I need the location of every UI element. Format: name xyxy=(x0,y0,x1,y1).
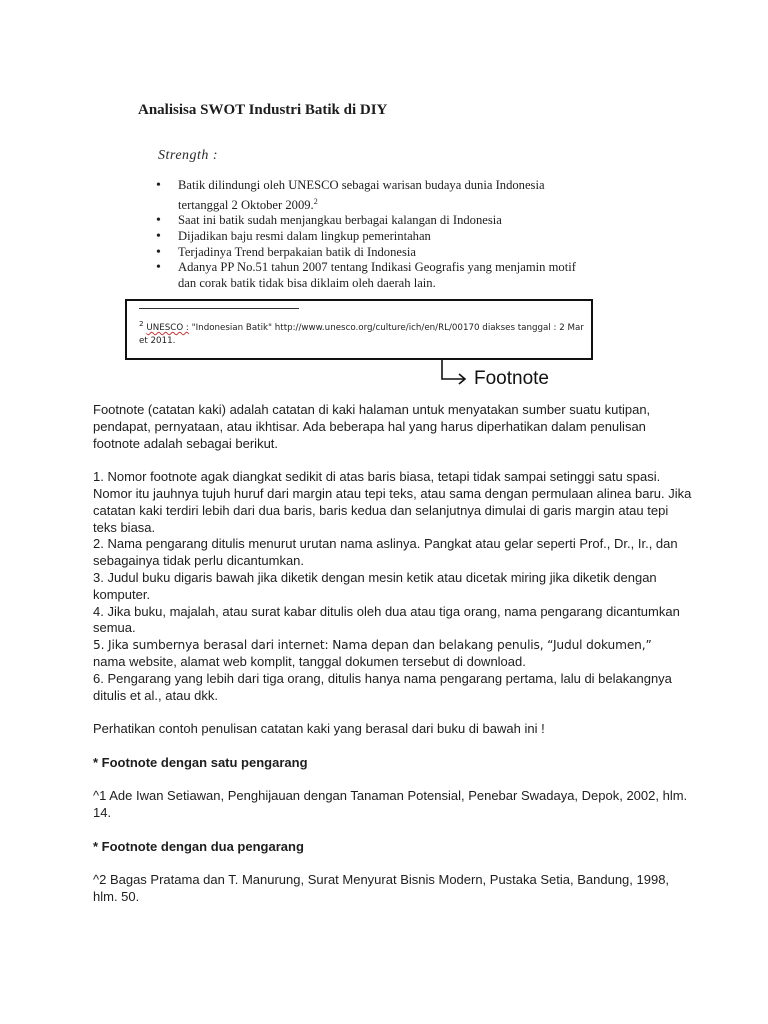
rule-item: 4. Jika buku, majalah, atau surat kabar ditulis oleh dua atau tiga orang, nama pengarang dicantumkan semua. xyxy=(93,603,680,636)
example-footnote: ^1 Ade Iwan Setiawan, Penghijauan dengan Tanaman Potensial, Penebar Swadaya, Depok, 2002, hlm. 14. xyxy=(93,788,688,821)
rule-item: 6. Pengarang yang lebih dari tiga orang, ditulis hanya nama pengarang pertama, lalu di belakangnya ditulis et al., atau dkk. xyxy=(93,670,672,703)
footnote-highlight-box xyxy=(125,299,593,360)
strength-bullet: • Adanya PP No.51 tahun 2007 tentang Indikasi Geografis yang menjamin motif dan corak batik tidak bisa diklaim oleh daerah lain. xyxy=(156,260,596,291)
strength-bullet: • Batik dilindungi oleh UNESCO sebagai warisan budaya dunia Indonesia tertanggal 2 Oktober 2009.$^2$ xyxy=(156,178,596,213)
figure-title: Analisisa SWOT Industri Batik di DIY xyxy=(138,102,388,118)
rule-item-5-part2: nama website, alamat web komplit, tanggal dokumen tersebut di download. xyxy=(93,653,526,669)
strength-label: Strength : xyxy=(158,148,219,163)
article-body xyxy=(93,402,693,906)
rule-item: 2. Nama pengarang ditulis menurut urutan nama aslinya. Pangkat atau gelar seperti Prof., Dr., Ir., dan sebagainya tidak perlu dicantumkan. xyxy=(93,536,678,569)
strength-bullet: • Saat ini batik sudah menjangkau berbagai kalangan di Indonesia xyxy=(156,213,596,229)
footnote-marker: 2 xyxy=(139,319,144,328)
arrow-icon xyxy=(430,358,470,388)
rule-item: 1. Nomor footnote agak diangkat sedikit di atas baris biasa, tetapi tidak sampai setinggi satu spasi. Nomor itu jauhnya tujuh huruf dari margin atau tepi teks, atau sama dengan permulaan alinea baru. Jika catatan kaki terdiri lebih dari dua baris, baris kedua dan selanjutnya dimulai di garis margin atau tepi teks biasa. xyxy=(93,469,692,535)
example-intro: Perhatikan contoh penulisan catatan kaki yang berasal dari buku di bawah ini ! xyxy=(93,721,545,737)
footnote-text: "Indonesian Batik" http://www.unesco.org/culture/ich/en/RL/00170 diakses tanggal : 2 Maret 2011. xyxy=(139,322,584,346)
swot-figure-image xyxy=(118,88,598,394)
intro-paragraph: Footnote (catatan kaki) adalah catatan di kaki halaman untuk menyatakan sumber suatu kutipan, pendapat, pernyataan, atau ikhtisar. Ada beberapa hal yang harus diperhatikan dalam penulisan footnote adalah sebagai berikut. xyxy=(93,402,651,451)
rule-item: 3. Judul buku digaris bawah jika diketik dengan mesin ketik atau dicetak miring jika diketik dengan komputer. xyxy=(93,569,657,602)
example-heading: * Footnote dengan satu pengarang xyxy=(93,754,308,770)
example-heading: * Footnote dengan dua pengarang xyxy=(93,838,304,854)
rule-item-5-part1: 5. Jika sumbernya berasal dari internet: Nama depan dan belakang penulis, “Judul dokumen,” xyxy=(93,638,652,653)
strength-bullet: • Terjadinya Trend berpakaian batik di Indonesia xyxy=(156,245,596,261)
footnote-arrow-label: Footnote xyxy=(474,368,549,389)
strength-bullet: • Dijadikan baju resmi dalam lingkup pemerintahan xyxy=(156,229,596,245)
footnote-separator-line xyxy=(139,308,299,309)
strength-list xyxy=(156,178,596,291)
footnote-reference: 2 xyxy=(313,196,318,206)
footnote-source: UNESCO : xyxy=(146,322,189,333)
example-footnote: ^2 Bagas Pratama dan T. Manurung, Surat Menyurat Bisnis Modern, Pustaka Setia, Bandung, 1998, hlm. 50. xyxy=(93,872,670,905)
footnote-entry xyxy=(139,317,585,348)
